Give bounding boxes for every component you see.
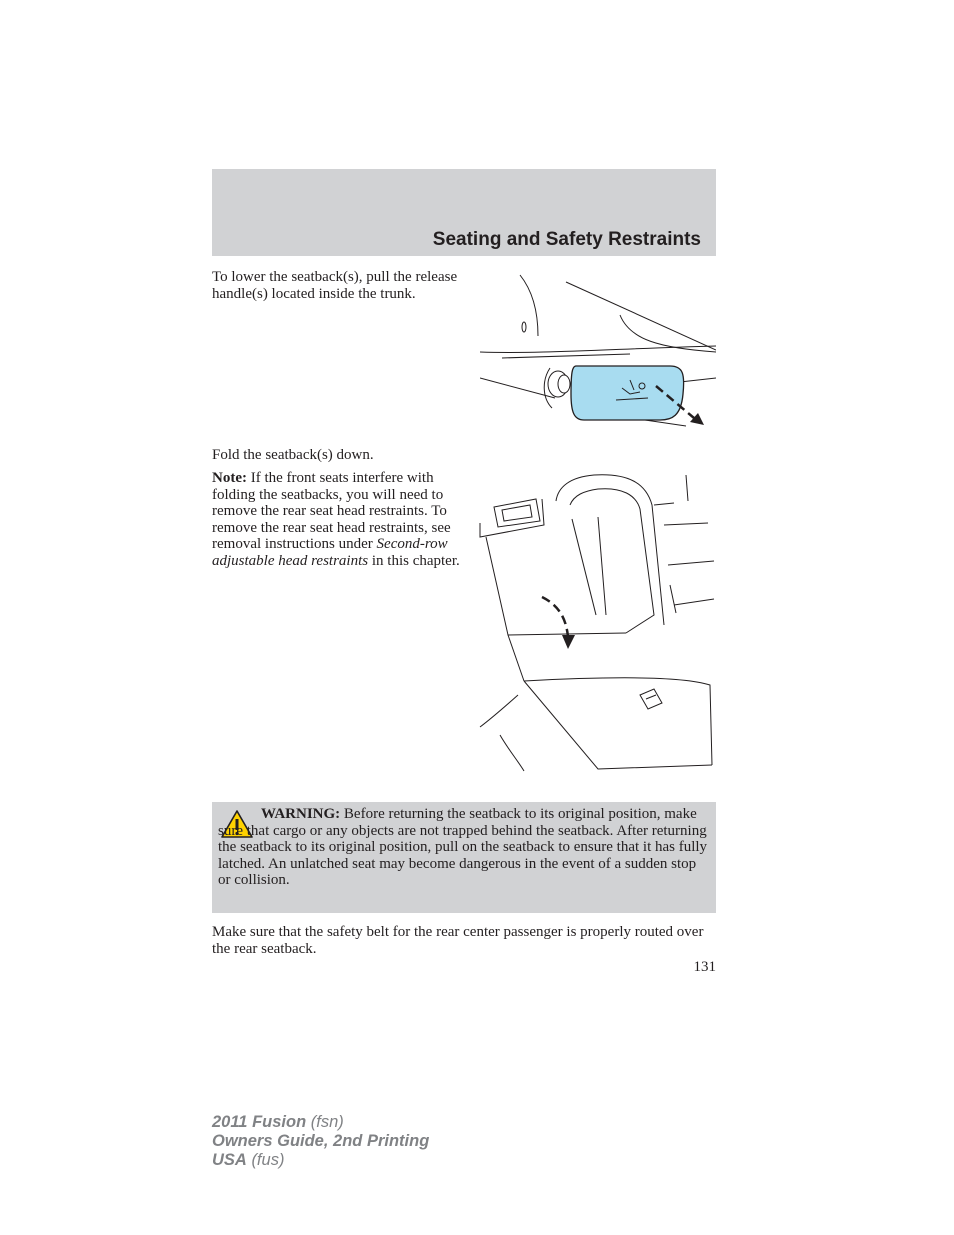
section-header — [212, 169, 716, 256]
footer-guide: Owners Guide, 2nd Printing — [212, 1132, 430, 1150]
footer — [212, 1113, 429, 1170]
warning-label: WARNING: — [261, 806, 341, 822]
note-text-2: in this chapter. — [368, 552, 460, 569]
lower-seatback-paragraph: To lower the seatback(s), pull the release handle(s) located inside the trunk. — [212, 269, 458, 302]
footer-model-code: (fsn) — [310, 1113, 344, 1131]
section-title: Seating and Safety Restraints — [432, 229, 701, 250]
fold-seatback-illustration — [478, 465, 716, 775]
note-paragraph — [212, 470, 462, 569]
release-handle — [548, 366, 684, 420]
fold-direction-arrow — [542, 597, 575, 649]
fold-paragraph: Fold the seatback(s) down. — [212, 447, 374, 463]
release-handle-illustration — [480, 270, 716, 430]
footer-market-code: (fus) — [251, 1151, 285, 1169]
note-label: Note: — [212, 470, 247, 486]
warning-text — [218, 806, 712, 889]
note-text-1: If the front seats interfere with folding the seatbacks, you will need to remove the rear seat head restraints. To remove the rear seat head restraints, see removal instructions under — [212, 470, 451, 552]
footer-model: 2011 Fusion — [212, 1113, 307, 1131]
warning-body: Before returning the seatback to its original position, make sure that cargo or any objects are not trapped behind the seatback. After returning the seatback to its original position, pull on the seatback to ensure that it has fully latched. An unlatched seat may become dangerous in the event of a sudden stop or collision. — [218, 806, 708, 888]
footer-market: USA — [212, 1151, 247, 1169]
page-number: 131 — [693, 959, 716, 975]
warning-box — [212, 802, 716, 913]
safety-belt-paragraph: Make sure that the safety belt for the rear center passenger is properly routed over the rear seatback. — [212, 924, 704, 957]
note-link-text: Second-row adjustable head restraints — [212, 536, 448, 569]
